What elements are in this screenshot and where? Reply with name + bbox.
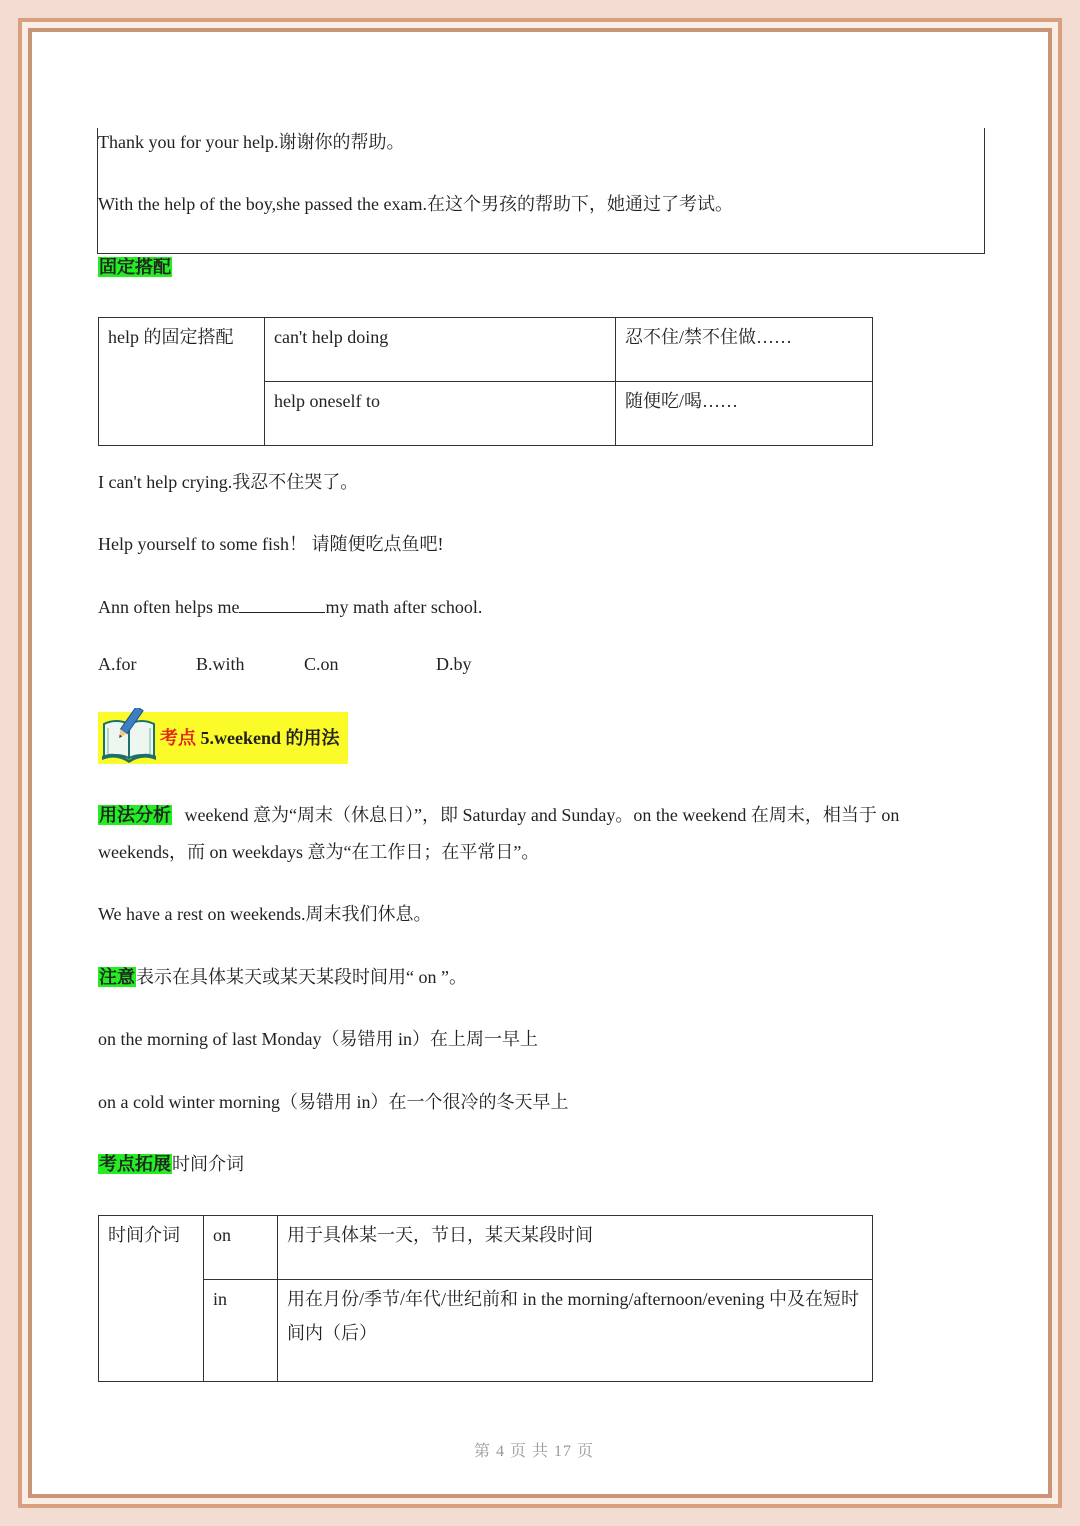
collocation-meaning-1: 忍不住/禁不住做……	[616, 318, 873, 382]
section-label-red: 考点	[160, 728, 196, 748]
time-prep-in-desc: 用在月份/季节/年代/世纪前和 in the morning/afternoon/evening 中及在短时间内（后）	[278, 1280, 873, 1382]
time-prep-in: in	[204, 1280, 278, 1382]
collocation-example-1: I can't help crying.我忍不住哭了。	[98, 472, 359, 492]
collocation-meaning-2: 随便吃/喝……	[616, 382, 873, 446]
time-prep-row-header: 时间介词	[99, 1216, 204, 1382]
extension-line	[98, 1152, 244, 1176]
example-line-2: With the help of the boy,she passed the exam.在这个男孩的帮助下，她通过了考试。	[98, 194, 734, 214]
note-example-2: on a cold winter morning（易错用 in）在一个很冷的冬天早上	[98, 1092, 569, 1112]
time-prep-on: on	[204, 1216, 278, 1280]
section-banner	[98, 712, 348, 764]
document-page	[32, 32, 1048, 1494]
usage-text-1: weekend 意为“周末（休息日）”，即 Saturday and Sunday。on the weekend 在周末，相当于 on	[184, 805, 900, 825]
option-b: B.with	[196, 654, 245, 674]
option-d: D.by	[436, 654, 472, 674]
collocation-example-2: Help yourself to some fish！ 请随便吃点鱼吧!	[98, 534, 444, 554]
open-book-pencil-icon	[100, 708, 158, 764]
option-a: A.for	[98, 654, 137, 674]
note-heading: 注意	[99, 967, 135, 987]
fixed-collocation-heading: 固定搭配	[99, 257, 171, 277]
section-label-rest: 5.weekend 的用法	[196, 728, 340, 748]
note-text: 表示在具体某天或某天某段时间用“ on ”。	[136, 967, 467, 987]
usage-example: We have a rest on weekends.周末我们休息。	[98, 904, 432, 924]
usage-heading: 用法分析	[99, 805, 171, 825]
note-example-1: on the morning of last Monday（易错用 in）在上周一早上	[98, 1029, 538, 1049]
note-line	[98, 965, 467, 989]
option-c: C.on	[304, 654, 339, 674]
usage-text-2: weekends，而 on weekdays 意为“在工作日；在平常日”。	[98, 842, 540, 862]
extension-heading: 考点拓展	[99, 1154, 171, 1174]
question-after: my math after school.	[325, 597, 483, 617]
collocation-phrase-2: help oneself to	[265, 382, 616, 446]
answer-blank	[239, 594, 325, 613]
collocation-phrase-1: can't help doing	[265, 318, 616, 382]
question-before: Ann often helps me	[98, 597, 240, 617]
example-line-1: Thank you for your help.谢谢你的帮助。	[98, 132, 405, 152]
time-prep-table	[98, 1215, 873, 1382]
collocation-table	[98, 317, 873, 446]
question-line	[98, 594, 482, 619]
usage-line-1	[98, 803, 899, 827]
page-footer: 第 4 页 共 17 页	[474, 1443, 595, 1460]
section-title	[160, 726, 340, 750]
collocation-row-header: help 的固定搭配	[99, 318, 265, 446]
extension-text: 时间介词	[172, 1154, 244, 1174]
time-prep-on-desc: 用于具体某一天，节日，某天某段时间	[278, 1216, 873, 1280]
